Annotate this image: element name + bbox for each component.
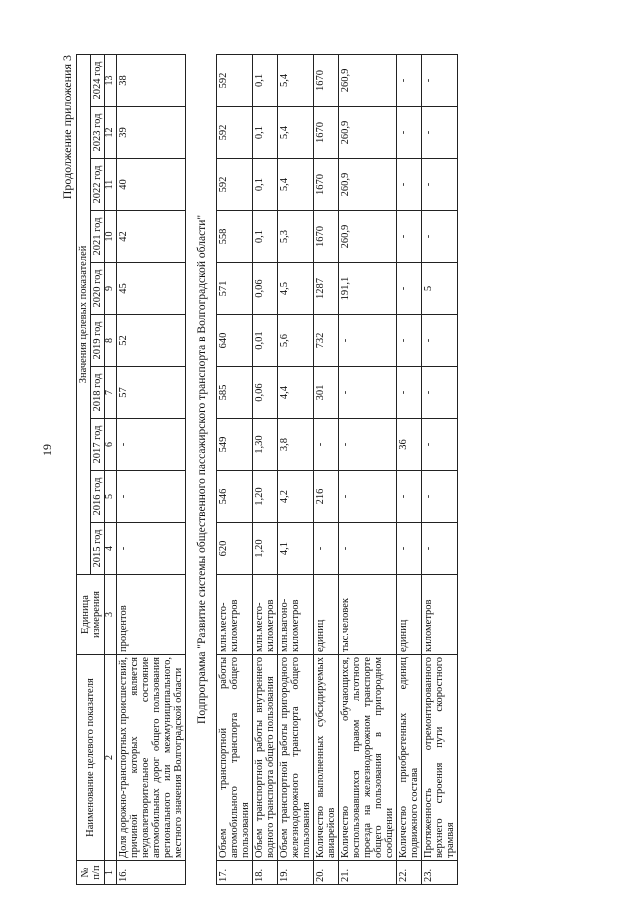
column-index: 4 bbox=[105, 523, 117, 575]
column-index-row bbox=[105, 54, 117, 884]
row-value: 301 bbox=[313, 367, 338, 419]
row-value: 5 bbox=[421, 263, 457, 315]
table-row bbox=[252, 54, 277, 884]
rotated-page bbox=[60, 55, 620, 885]
row-value: 5,3 bbox=[277, 211, 313, 263]
row-value: 0,06 bbox=[252, 367, 277, 419]
row-value: - bbox=[396, 107, 421, 159]
row-value: 1,20 bbox=[252, 471, 277, 523]
row-value: - bbox=[421, 54, 457, 106]
row-value: 191,1 bbox=[338, 263, 396, 315]
header-name: Наименование целевого показателя bbox=[77, 655, 105, 861]
page-number: 19 bbox=[40, 444, 54, 456]
row-value: - bbox=[116, 471, 185, 523]
row-value: 40 bbox=[116, 159, 185, 211]
header-year: 2017 год bbox=[91, 419, 105, 471]
row-value: 1670 bbox=[313, 107, 338, 159]
row-value: 38 bbox=[116, 54, 185, 106]
row-value: 732 bbox=[313, 315, 338, 367]
header-year: 2020 год bbox=[91, 263, 105, 315]
row-value: 549 bbox=[216, 419, 252, 471]
column-index: 5 bbox=[105, 471, 117, 523]
column-index: 11 bbox=[105, 159, 117, 211]
row-value: 216 bbox=[313, 471, 338, 523]
column-index: 3 bbox=[105, 575, 117, 655]
row-value: 1670 bbox=[313, 54, 338, 106]
row-value: 52 bbox=[116, 315, 185, 367]
row-num: 17. bbox=[216, 861, 252, 885]
row-value: - bbox=[396, 54, 421, 106]
row-value: 42 bbox=[116, 211, 185, 263]
row-value: 585 bbox=[216, 367, 252, 419]
row-value: 592 bbox=[216, 107, 252, 159]
row-name: Количество приобретенных единиц подвижного состава bbox=[396, 655, 421, 861]
row-value: 571 bbox=[216, 263, 252, 315]
row-value: 36 bbox=[396, 419, 421, 471]
column-index: 8 bbox=[105, 315, 117, 367]
row-value: - bbox=[421, 211, 457, 263]
row-value: 1670 bbox=[313, 211, 338, 263]
row-num: 19. bbox=[277, 861, 313, 885]
row-value: 39 bbox=[116, 107, 185, 159]
row-unit: процентов bbox=[116, 575, 185, 655]
row-num: 18. bbox=[252, 861, 277, 885]
table-row bbox=[421, 54, 457, 884]
row-num: 20. bbox=[313, 861, 338, 885]
row-unit: единиц bbox=[313, 575, 338, 655]
row-value: 0,1 bbox=[252, 159, 277, 211]
row-value: 558 bbox=[216, 211, 252, 263]
row-value: 546 bbox=[216, 471, 252, 523]
row-value: 4,4 bbox=[277, 367, 313, 419]
table-row bbox=[216, 54, 252, 884]
subprogram-title: Подпрограмма "Развитие системы общественного пассажирского транспорта в Волгоградской области" bbox=[185, 54, 216, 884]
row-value: - bbox=[396, 523, 421, 575]
table-row bbox=[116, 54, 185, 884]
column-index: 9 bbox=[105, 263, 117, 315]
row-value: 1,20 bbox=[252, 523, 277, 575]
row-name: Протяженность отремонтированного верхнего строения пути скоростного трамвая bbox=[421, 655, 457, 861]
table-row bbox=[338, 54, 396, 884]
row-num: 22. bbox=[396, 861, 421, 885]
column-index: 6 bbox=[105, 419, 117, 471]
row-unit: млн.место-километров bbox=[216, 575, 252, 655]
row-value: 0,06 bbox=[252, 263, 277, 315]
row-value: - bbox=[338, 523, 396, 575]
row-value: 1,30 bbox=[252, 419, 277, 471]
header-unit: Единица измерения bbox=[77, 575, 105, 655]
row-name: Объем транспортной работы автомобильного транспорта общего пользования bbox=[216, 655, 252, 861]
header-year: 2022 год bbox=[91, 159, 105, 211]
row-value: 5,4 bbox=[277, 159, 313, 211]
row-value: 45 bbox=[116, 263, 185, 315]
row-value: 640 bbox=[216, 315, 252, 367]
row-name: Доля дорожно-транспортных происшествий, причиной которых является неудовлетворительное состояние автомобильных дорог общего пользования регионального или межмуниципального, местного значения Волгоградской области bbox=[116, 655, 185, 861]
header-year: 2018 год bbox=[91, 367, 105, 419]
row-value: - bbox=[421, 523, 457, 575]
row-value: 4,2 bbox=[277, 471, 313, 523]
header-values-group: Значения целевых показателей bbox=[77, 54, 91, 574]
row-value: 57 bbox=[116, 367, 185, 419]
row-value: - bbox=[116, 419, 185, 471]
row-value: - bbox=[338, 419, 396, 471]
row-value: 260,9 bbox=[338, 159, 396, 211]
column-index: 1 bbox=[105, 861, 117, 885]
row-value: - bbox=[396, 367, 421, 419]
row-value: - bbox=[421, 471, 457, 523]
column-index: 7 bbox=[105, 367, 117, 419]
row-name: Объем транспортной работы внутреннего водного транспорта общего пользования bbox=[252, 655, 277, 861]
row-value: 620 bbox=[216, 523, 252, 575]
row-value: 1670 bbox=[313, 159, 338, 211]
header-year: 2016 год bbox=[91, 471, 105, 523]
column-index: 10 bbox=[105, 211, 117, 263]
row-value: 0,01 bbox=[252, 315, 277, 367]
row-value: 592 bbox=[216, 54, 252, 106]
header-year: 2021 год bbox=[91, 211, 105, 263]
row-unit: километров bbox=[421, 575, 457, 655]
row-value: - bbox=[396, 211, 421, 263]
row-value: - bbox=[396, 471, 421, 523]
header-year: 2015 год bbox=[91, 523, 105, 575]
row-value: - bbox=[313, 419, 338, 471]
row-value: 5,4 bbox=[277, 54, 313, 106]
row-value: 0,1 bbox=[252, 107, 277, 159]
indicators-table bbox=[76, 54, 458, 885]
row-num: 21. bbox=[338, 861, 396, 885]
row-value: - bbox=[338, 315, 396, 367]
row-value: - bbox=[421, 419, 457, 471]
row-value: - bbox=[313, 523, 338, 575]
column-index: 13 bbox=[105, 54, 117, 106]
row-value: 260,9 bbox=[338, 54, 396, 106]
row-value: 0,1 bbox=[252, 211, 277, 263]
header-year: 2023 год bbox=[91, 107, 105, 159]
row-value: - bbox=[421, 315, 457, 367]
row-value: - bbox=[421, 367, 457, 419]
row-value: - bbox=[421, 159, 457, 211]
row-value: - bbox=[338, 471, 396, 523]
row-value: - bbox=[338, 367, 396, 419]
row-value: - bbox=[116, 523, 185, 575]
row-unit: тыс.человек bbox=[338, 575, 396, 655]
row-num: 23. bbox=[421, 861, 457, 885]
header-year: 2024 год bbox=[91, 54, 105, 106]
column-index: 12 bbox=[105, 107, 117, 159]
row-value: 0,1 bbox=[252, 54, 277, 106]
row-name: Объем транспортной работы пригородного железнодорожного транспорта общего пользования bbox=[277, 655, 313, 861]
header-year: 2019 год bbox=[91, 315, 105, 367]
row-unit: млн.место-километров bbox=[252, 575, 277, 655]
row-unit: единиц bbox=[396, 575, 421, 655]
table-row bbox=[277, 54, 313, 884]
column-index: 2 bbox=[105, 655, 117, 861]
row-value: 1287 bbox=[313, 263, 338, 315]
subprogram-row bbox=[185, 54, 216, 884]
row-value: - bbox=[396, 315, 421, 367]
table-row bbox=[313, 54, 338, 884]
continuation-note: Продолжение приложения 3 bbox=[60, 55, 74, 200]
row-value: 5,6 bbox=[277, 315, 313, 367]
row-value: 4,1 bbox=[277, 523, 313, 575]
row-value: 260,9 bbox=[338, 211, 396, 263]
row-value: 5,4 bbox=[277, 107, 313, 159]
row-num: 16. bbox=[116, 861, 185, 885]
header-num: № п/п bbox=[77, 861, 105, 885]
row-value: 260,9 bbox=[338, 107, 396, 159]
row-unit: млн.вагоно-километров bbox=[277, 575, 313, 655]
row-value: 4,5 bbox=[277, 263, 313, 315]
table-row bbox=[396, 54, 421, 884]
row-name: Количество выполненных субсидируемых авиарейсов bbox=[313, 655, 338, 861]
row-value: 3,8 bbox=[277, 419, 313, 471]
row-value: - bbox=[396, 263, 421, 315]
row-value: 592 bbox=[216, 159, 252, 211]
row-value: - bbox=[421, 107, 457, 159]
row-name: Количество обучающихся, воспользовавшихся правом льготного проезда на железнодорожном транспорте общего пользования в пригородном сообщении bbox=[338, 655, 396, 861]
row-value: - bbox=[396, 159, 421, 211]
